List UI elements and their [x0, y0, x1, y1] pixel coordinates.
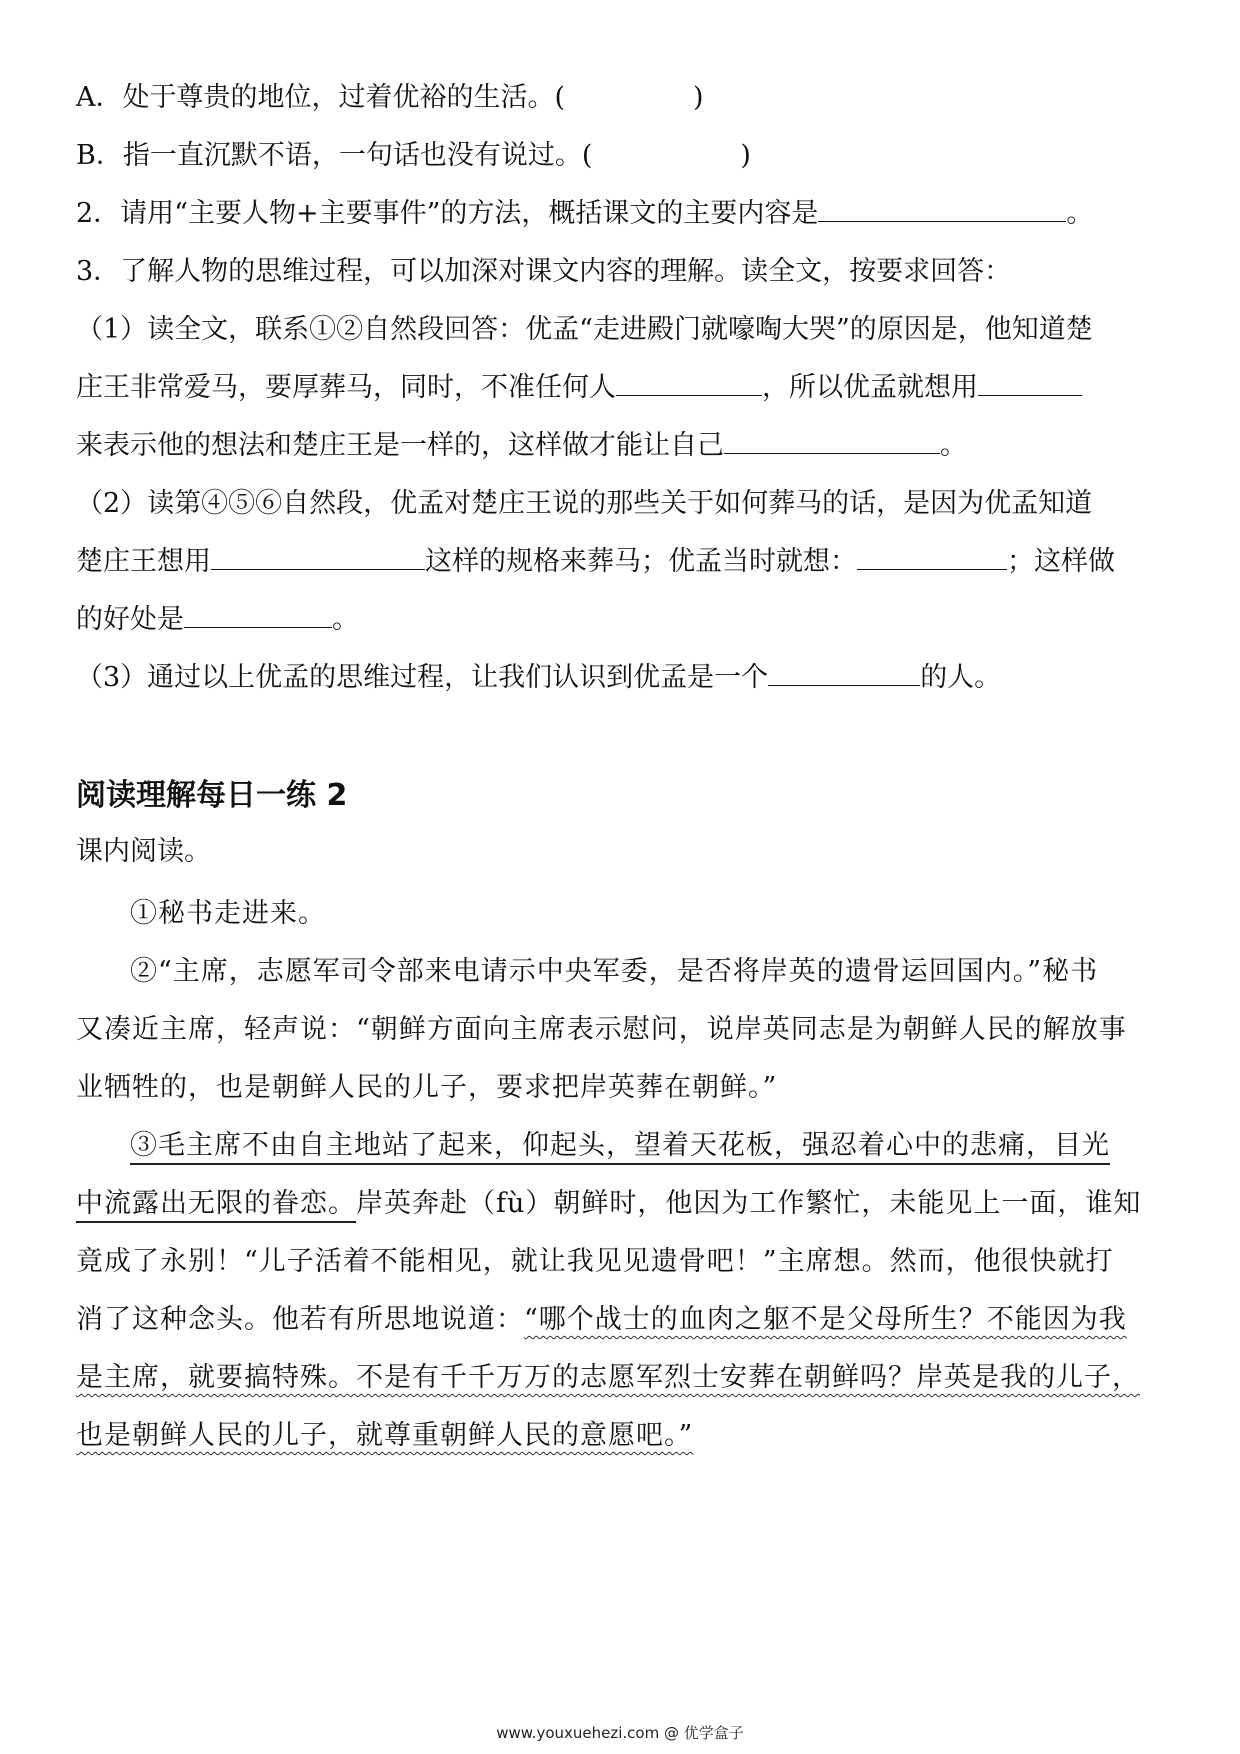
question-3-1-text-c: 来表示他的想法和楚庄王是一样的，这样做才能让自己	[76, 430, 724, 461]
question-3-1-line1: （1）读全文，联系①②自然段回答：优孟“走进殿门就嚎啕大哭”的原因是，他知道楚	[76, 314, 1093, 345]
passage-paragraph-3-line6	[76, 1416, 693, 1456]
question-3: 3．了解人物的思维过程，可以加深对课文内容的理解。读全文，按要求回答：	[76, 256, 1012, 287]
answer-blank-3-3[interactable]	[768, 661, 920, 686]
question-1b-text: B．指一直沉默不语，一句话也没有说过。(	[76, 140, 593, 171]
question-3-2-line3	[76, 600, 359, 640]
question-1a-text: A．处于尊贵的地位，过着优裕的生活。(	[76, 82, 566, 113]
passage-paragraph-3-line5	[76, 1358, 1140, 1398]
question-3-2-text-d: 的好处是	[76, 604, 184, 635]
underlined-sentence-part1: ③毛主席不由自主地站了起来，仰起头，望着天花板，强忍着心中的悲痛，目光	[130, 1130, 1110, 1165]
underlined-sentence-part2: 中流露出无限的眷恋。	[76, 1188, 356, 1223]
answer-blank-3-1-b[interactable]	[978, 371, 1082, 396]
page-footer-watermark: www.youxuehezi.com @ 优学盒子	[496, 1724, 744, 1742]
question-2-text: 2．请用“主要人物+主要事件”的方法，概括课文的主要内容是	[76, 198, 819, 229]
question-3-3-end: 的人。	[920, 662, 1002, 693]
passage-text: 消了这种念头。他若有所思地说道：	[76, 1304, 524, 1335]
question-3-1-text-a: 庄王非常爱马，要厚葬马，同时，不准任何人	[76, 372, 616, 403]
question-3-2-text-a: 楚庄王想用	[76, 546, 211, 577]
passage-paragraph-2-line2: 又凑近主席，轻声说：“朝鲜方面向主席表示慰问，说岸英同志是为朝鲜人民的解放事	[76, 1014, 1127, 1045]
question-3-2-text-b: 这样的规格来葬马；优孟当时就想：	[425, 546, 857, 577]
answer-blank-3-1-c[interactable]	[724, 429, 940, 454]
answer-blank-2[interactable]	[818, 197, 1066, 222]
passage-text: 岸英奔赴（fù）朝鲜时，他因为工作繁忙，未能见上一面，谁知	[356, 1188, 1142, 1219]
question-2	[76, 194, 1093, 234]
question-1b-close: )	[740, 140, 751, 171]
section-2-title: 阅读理解每日一练 2	[76, 778, 348, 813]
question-3-2-end: 。	[332, 604, 359, 635]
passage-paragraph-3-line1	[130, 1126, 1110, 1166]
wavy-underlined-quote-part3: 也是朝鲜人民的儿子，就尊重朝鲜人民的意愿吧。”	[76, 1420, 694, 1451]
passage-paragraph-2-line1: ②“主席，志愿军司令部来电请示中央军委，是否将岸英的遗骨运回国内。”秘书	[130, 956, 1099, 987]
answer-blank-3-1-a[interactable]	[616, 371, 762, 396]
question-2-end: 。	[1066, 198, 1094, 229]
question-3-2-line1: （2）读第④⑤⑥自然段，优孟对楚庄王说的那些关于如何葬马的话，是因为优孟知道	[76, 488, 1093, 519]
question-1a-close: )	[693, 82, 704, 113]
passage-paragraph-1: ①秘书走进来。	[130, 898, 326, 929]
passage-paragraph-3-line2	[76, 1184, 1141, 1224]
question-3-3-text: （3）通过以上优孟的思维过程，让我们认识到优孟是一个	[76, 662, 769, 693]
answer-blank-3-2-a[interactable]	[211, 545, 425, 570]
question-3-1-end: 。	[940, 430, 967, 461]
wavy-underlined-quote-part2: 是主席，就要搞特殊。不是有千千万万的志愿军烈士安葬在朝鲜吗？岸英是我的儿子，	[76, 1362, 1140, 1393]
question-3-1-line3	[76, 426, 967, 466]
question-3-1-line2	[76, 368, 1082, 408]
passage-paragraph-3-line3: 竟成了永别！“儿子活着不能相见，就让我见见遗骨吧！”主席想。然而，他很快就打	[76, 1246, 1114, 1277]
passage-paragraph-3-line4	[76, 1300, 1127, 1340]
question-1a	[76, 78, 704, 118]
answer-blank-3-2-c[interactable]	[184, 603, 332, 628]
question-1b	[76, 136, 751, 176]
question-3-2-text-c: ；这样做	[1007, 546, 1115, 577]
section-2-intro: 课内阅读。	[76, 836, 211, 867]
answer-blank-3-2-b[interactable]	[857, 545, 1007, 570]
question-3-2-line2	[76, 542, 1115, 582]
question-3-3	[76, 658, 1001, 698]
question-3-1-text-b: ，所以优孟就想用	[762, 372, 978, 403]
passage-paragraph-2-line3: 业牺牲的，也是朝鲜人民的儿子，要求把岸英葬在朝鲜。”	[76, 1072, 778, 1103]
wavy-underlined-quote-part1: “哪个战士的血肉之躯不是父母所生？不能因为我	[524, 1304, 1127, 1335]
